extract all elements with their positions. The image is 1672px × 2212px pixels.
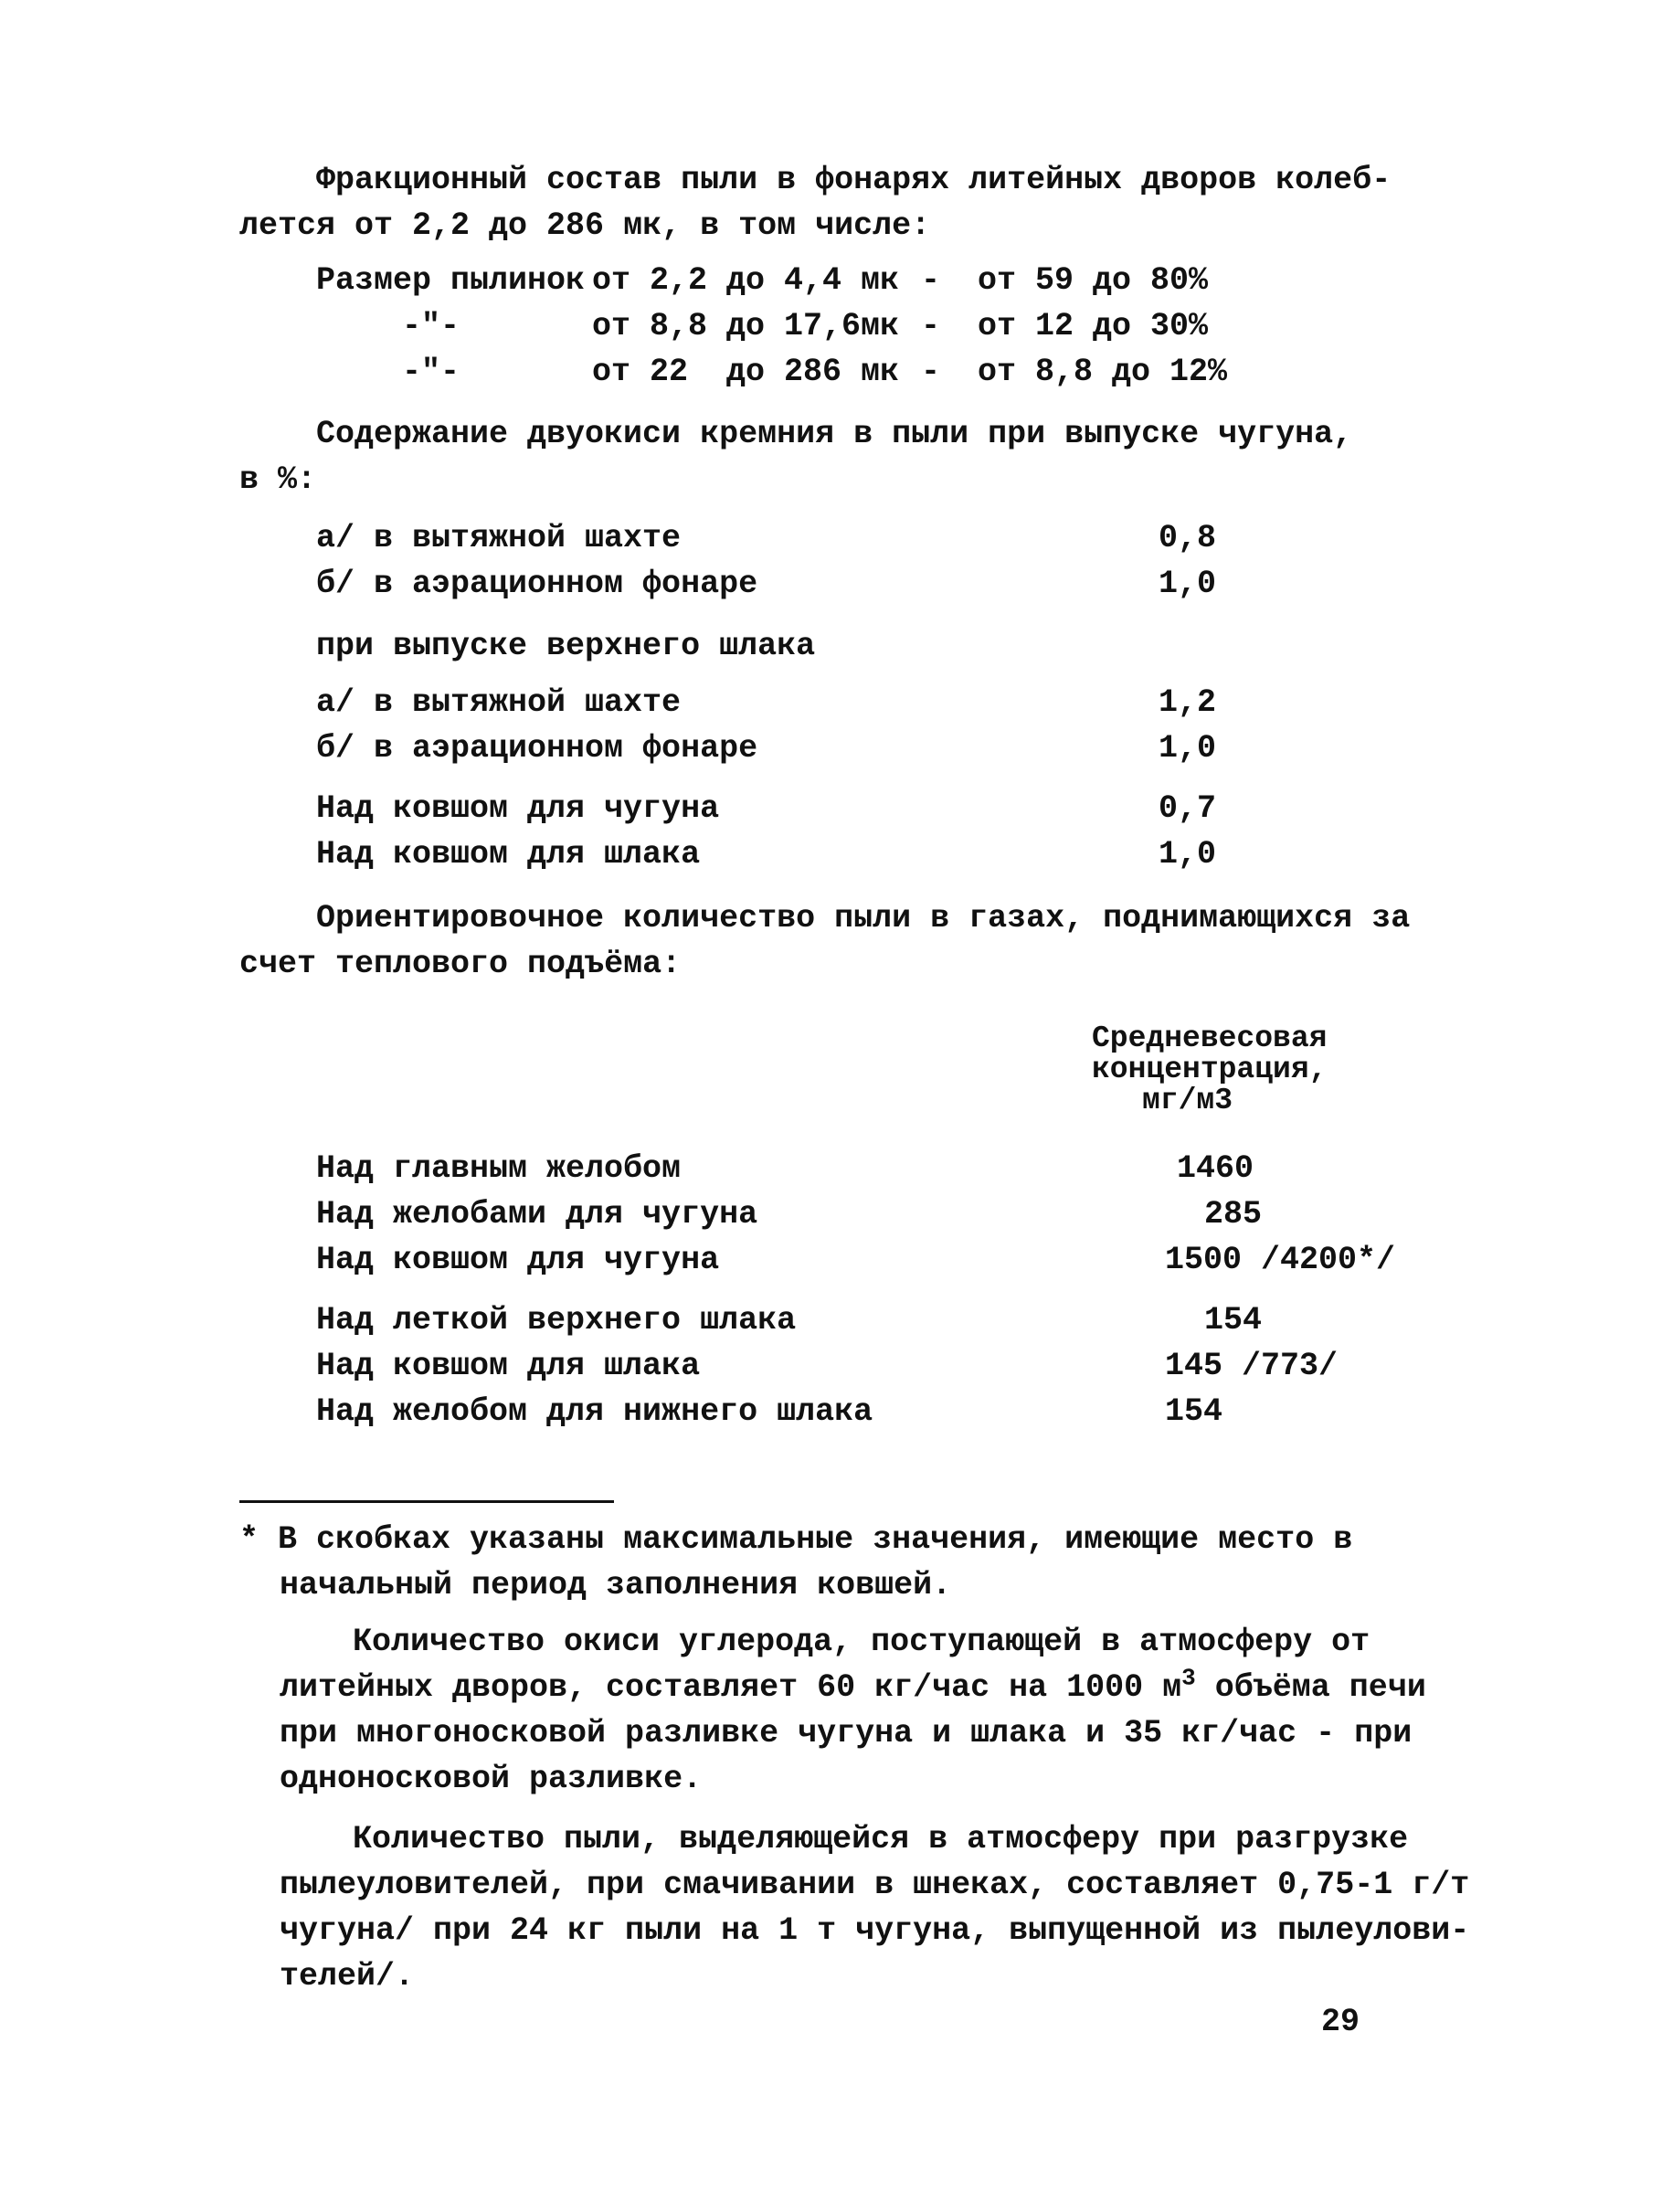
fraction-label: -"-: [402, 308, 460, 344]
page-number: 29: [1321, 2004, 1360, 2040]
unload-line-2: пылеуловителей, при смачивании в шнеках, составляет 0,75-1 г/т: [280, 1867, 1470, 1903]
unload-line-3: чугуна/ при 24 кг пыли на 1 т чугуна, выпущенной из пылеулови-: [280, 1912, 1470, 1949]
unload-line-4: телей/.: [280, 1958, 415, 1995]
intro-line-2: лется от 2,2 до 286 мк, в том числе:: [239, 207, 931, 244]
dust-row-label: Над желобом для нижнего шлака: [316, 1393, 873, 1430]
co-line-2-end: объёма печи: [1195, 1669, 1426, 1706]
fraction-label: -"-: [402, 354, 460, 390]
silica-line-1: Содержание двуокиси кремния в пыли при выпуске чугуна,: [316, 416, 1353, 452]
dust-row-value: 285: [1204, 1196, 1263, 1233]
dust-row-label: Над желобами для чугуна: [316, 1196, 758, 1233]
silica-item-label: а/ в вытяжной шахте: [316, 684, 682, 721]
dust-row-label: Над главным желобом: [316, 1150, 682, 1187]
intro-line-1: Фракционный состав пыли в фонарях литейных дворов колеб-: [316, 162, 1392, 198]
silica-item-value: 1,0: [1159, 730, 1217, 767]
fraction-label: Размер пылинок: [316, 262, 586, 299]
fraction-range: от 8,8 до 17,6мк: [592, 308, 900, 344]
dust-line-2: счет теплового подъёма:: [239, 946, 682, 982]
co-line-2-start: литейных дворов, составляет 60 кг/час на 1000 м: [280, 1669, 1182, 1706]
column-header-line: мг/м3: [1142, 1084, 1233, 1117]
dust-row-label: Над леткой верхнего шлака: [316, 1302, 797, 1339]
slag-heading: при выпуске верхнего шлака: [316, 628, 816, 664]
unload-line-1: Количество пыли, выделяющейся в атмосферу при разгрузке: [353, 1821, 1409, 1857]
dust-row-value: 154: [1165, 1393, 1223, 1430]
silica-item-label: Над ковшом для чугуна: [316, 790, 720, 827]
co-line-1: Количество окиси углерода, поступающей в атмосферу от: [353, 1624, 1370, 1660]
silica-item-label: б/ в аэрационном фонаре: [316, 730, 758, 767]
silica-item-label: а/ в вытяжной шахте: [316, 520, 682, 556]
fraction-dash: -: [921, 308, 941, 344]
fraction-share: от 8,8 до 12%: [978, 354, 1228, 390]
dust-row-value: 1460: [1177, 1150, 1254, 1187]
silica-item-label: Над ковшом для шлака: [316, 836, 701, 873]
column-header-line: Средневесовая: [1092, 1021, 1328, 1055]
silica-item-value: 1,0: [1159, 836, 1217, 873]
silica-item-label: б/ в аэрационном фонаре: [316, 566, 758, 602]
dust-row-value: 154: [1204, 1302, 1263, 1339]
co-line-3: при многоносковой разливке чугуна и шлака и 35 кг/час - при: [280, 1715, 1413, 1752]
silica-item-value: 1,0: [1159, 566, 1217, 602]
co-line-4: одноносковой разливке.: [280, 1761, 703, 1797]
fraction-range: от 2,2 до 4,4 мк: [592, 262, 900, 299]
fraction-range: от 22 до 286 мк: [592, 354, 900, 390]
superscript-3: 3: [1181, 1664, 1196, 1692]
footnote-divider: [239, 1500, 614, 1503]
fraction-dash: -: [921, 354, 941, 390]
column-header-line: концентрация,: [1092, 1053, 1328, 1086]
silica-item-value: 1,2: [1159, 684, 1217, 721]
footnote-line-2: начальный период заполнения ковшей.: [280, 1567, 952, 1603]
dust-row-label: Над ковшом для шлака: [316, 1348, 701, 1384]
dust-row-label: Над ковшом для чугуна: [316, 1242, 720, 1278]
silica-item-value: 0,8: [1159, 520, 1217, 556]
footnote-line-1: * В скобках указаны максимальные значения, имеющие место в: [239, 1521, 1353, 1558]
dust-row-value: 145 /773/: [1165, 1348, 1339, 1384]
fraction-share: от 59 до 80%: [978, 262, 1209, 299]
fraction-dash: -: [921, 262, 941, 299]
silica-line-2: в %:: [239, 461, 317, 498]
dust-row-value: 1500 /4200*/: [1165, 1242, 1396, 1278]
fraction-share: от 12 до 30%: [978, 308, 1209, 344]
dust-line-1: Ориентировочное количество пыли в газах, поднимающихся за: [316, 900, 1411, 937]
co-line-2: [280, 1664, 1426, 1706]
silica-item-value: 0,7: [1159, 790, 1217, 827]
